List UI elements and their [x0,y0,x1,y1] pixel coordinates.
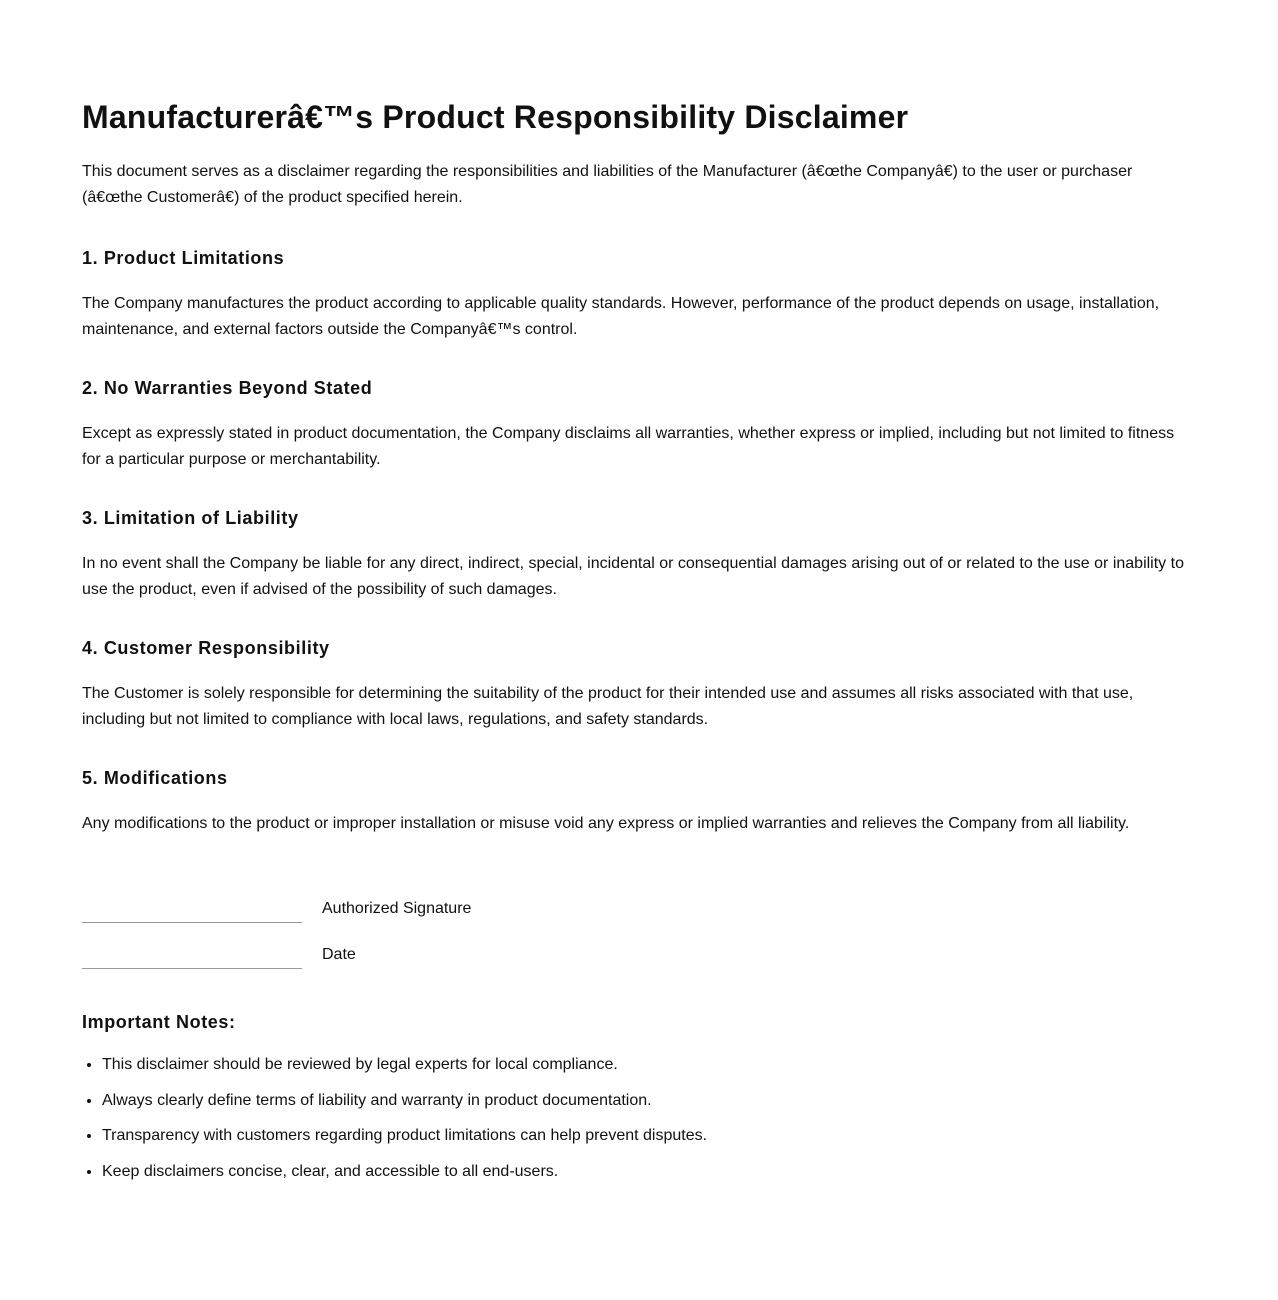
page-title: Manufacturerâ€™s Product Responsibility Disclaimer [82,99,909,135]
section-heading: 3. Limitation of Liability [82,508,299,528]
section-no-warranties [82,377,1186,473]
important-notes [82,1011,1186,1185]
list-item: • Transparency with customers regarding product limitations can help prevent disputes. [102,1123,1186,1149]
date-row [82,935,1186,981]
date-label: Date [322,946,356,963]
section-body: Any modifications to the product or improper installation or misuse void any express or implied warranties and relieves the Company from all liability. [82,815,1130,832]
section-product-limitations [82,247,1186,343]
section-body: The Company manufactures the product according to applicable quality standards. However, performance of the product depends on usage, installation, maintenance, and external factors outside the Companyâ€™s control. [82,295,1160,338]
signature-label: Authorized Signature [322,900,472,917]
notes-list [82,1052,1186,1185]
list-item: • This disclaimer should be reviewed by legal experts for local compliance. [102,1052,1186,1078]
section-body: The Customer is solely responsible for determining the suitability of the product for their intended use and assumes all risks associated with that use, including but not limited to compliance with local laws, regulations, and safety standards. [82,685,1134,728]
section-heading: 4. Customer Responsibility [82,638,330,658]
notes-heading: Important Notes: [82,1012,236,1032]
section-heading: 1. Product Limitations [82,248,285,268]
section-modifications [82,767,1186,837]
signature-block [82,889,1186,981]
section-body: Except as expressly stated in product documentation, the Company disclaims all warranties, whether express or implied, including but not limited to fitness for a particular purpose or merchantability. [82,425,1175,468]
signature-line [82,922,302,923]
intro-paragraph: This document serves as a disclaimer regarding the responsibilities and liabilities of the Manufacturer (â€œthe Companyâ€) to the user or purchaser (â€œthe Customerâ€) of the product specified herein. [82,163,1133,206]
section-heading: 5. Modifications [82,768,228,788]
section-limitation-of-liability [82,507,1186,603]
list-item: • Keep disclaimers concise, clear, and accessible to all end-users. [102,1159,1186,1185]
list-item: • Always clearly define terms of liability and warranty in product documentation. [102,1088,1186,1114]
section-heading: 2. No Warranties Beyond Stated [82,378,373,398]
section-body: In no event shall the Company be liable for any direct, indirect, special, incidental or consequential damages arising out of or related to the use or inability to use the product, even if advised of the possibility of such damages. [82,555,1184,598]
signature-row [82,889,1186,935]
date-line [82,968,302,969]
section-customer-responsibility [82,637,1186,733]
